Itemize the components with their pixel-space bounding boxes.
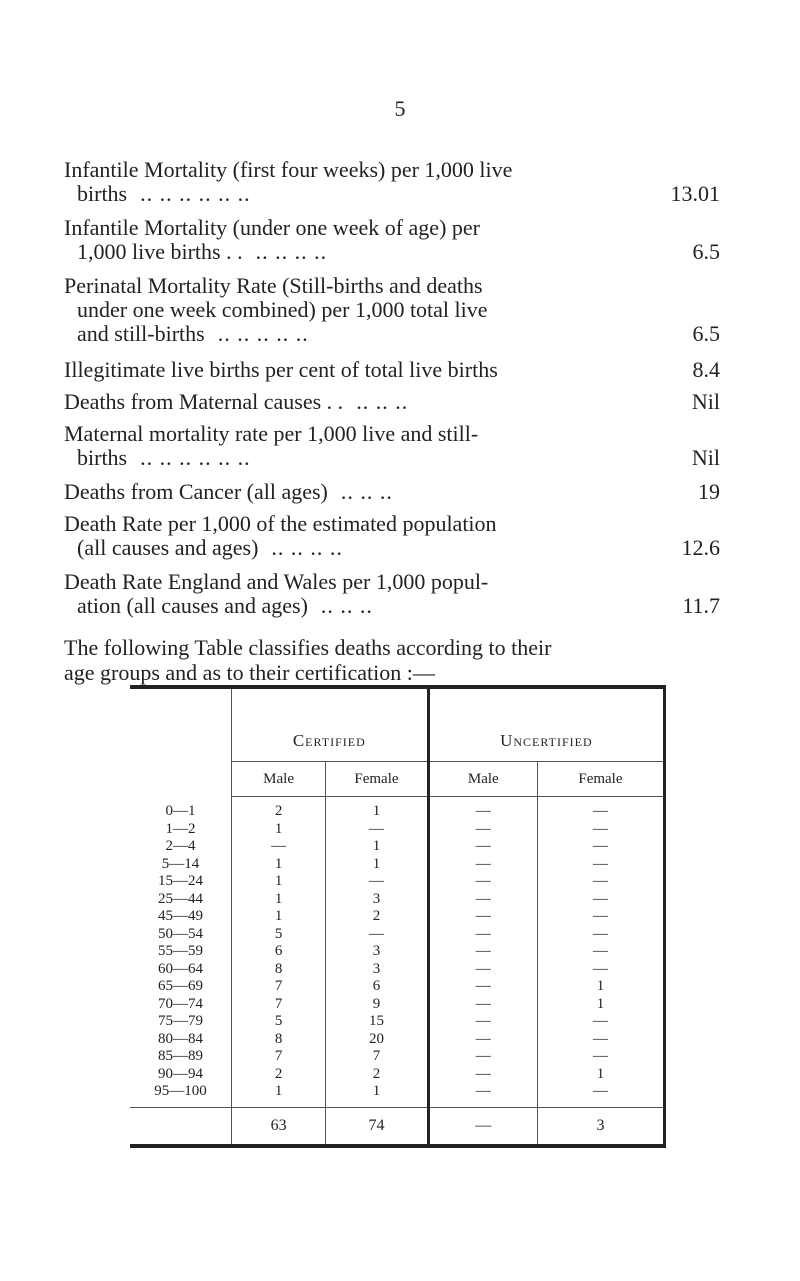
table-row <box>130 1031 665 1049</box>
table-row <box>130 996 665 1014</box>
certified-male-cell: 5 <box>231 926 325 944</box>
age-group-cell: 60—64 <box>130 961 231 979</box>
certified-female-cell: 1 <box>326 856 428 874</box>
dot-leader: .. .. .. <box>327 479 393 504</box>
table-row <box>130 961 665 979</box>
certified-header: Certified <box>231 687 428 762</box>
certified-female-cell: — <box>326 821 428 839</box>
uncertified-male-cell: — <box>428 873 537 891</box>
statistic-value: 12.6 <box>681 535 720 560</box>
table-row <box>130 856 665 874</box>
statistic-value: Nil <box>691 445 720 470</box>
certified-male-cell: 6 <box>231 943 325 961</box>
dot-leader: .. .. .. .. .. <box>204 321 309 346</box>
certified-male-cell: 7 <box>231 996 325 1014</box>
uncertified-female-cell: — <box>537 926 664 944</box>
uncertified-male-cell: — <box>428 856 537 874</box>
statistic-value: 6.5 <box>692 321 720 346</box>
age-group-cell: 75—79 <box>130 1013 231 1031</box>
certified-male-cell: 2 <box>231 1066 325 1084</box>
uncertified-male-cell: — <box>428 891 537 909</box>
uncertified-male-cell: — <box>428 908 537 926</box>
certified-male-cell: 1 <box>231 1083 325 1107</box>
certified-male-cell: 7 <box>231 978 325 996</box>
totals-label <box>130 1107 231 1146</box>
certified-female-cell: 3 <box>326 943 428 961</box>
statistic-label-line: births .. .. .. .. .. .. <box>77 181 251 206</box>
certified-female-cell: 3 <box>326 961 428 979</box>
uncertified-female-cell: — <box>537 856 664 874</box>
certified-female-cell: 7 <box>326 1048 428 1066</box>
age-group-cell: 95—100 <box>130 1083 231 1107</box>
certified-male-cell: 1 <box>231 873 325 891</box>
statistic-label-line: Deaths from Maternal causes . . .. .. .. <box>64 389 409 414</box>
statistic-label-line: Infantile Mortality (under one week of age) per <box>64 215 480 240</box>
age-group-cell: 15—24 <box>130 873 231 891</box>
certified-male-cell: — <box>231 838 325 856</box>
uncertified-female-cell: 1 <box>537 1066 664 1084</box>
uncertified-male-cell: — <box>428 1048 537 1066</box>
statistic-value: 13.01 <box>670 181 720 206</box>
totals-row <box>130 1107 665 1146</box>
statistic-label-line: Death Rate per 1,000 of the estimated population <box>64 511 497 536</box>
uncertified-female-cell: — <box>537 797 664 821</box>
dot-leader: .. .. .. .. .. .. <box>127 181 251 206</box>
uncertified-male-cell: — <box>428 1066 537 1084</box>
table-row <box>130 891 665 909</box>
statistic-label-line: Maternal mortality rate per 1,000 live and still- <box>64 421 479 446</box>
uncertified-female-cell: — <box>537 961 664 979</box>
statistic-label-line: ation (all causes and ages) .. .. .. <box>77 593 373 618</box>
certified-male-header: Male <box>231 762 325 797</box>
deaths-by-age-table <box>130 685 666 1148</box>
dot-leader: .. .. .. .. .. .. <box>127 445 251 470</box>
statistic-label-line: Death Rate England and Wales per 1,000 popul- <box>64 569 489 594</box>
statistic-entry <box>64 216 720 264</box>
table-row <box>130 838 665 856</box>
certified-male-cell: 5 <box>231 1013 325 1031</box>
statistic-entry <box>64 158 720 206</box>
table-row <box>130 926 665 944</box>
uncertified-female-cell: — <box>537 838 664 856</box>
certified-male-cell: 1 <box>231 891 325 909</box>
statistic-label-line: (all causes and ages) .. .. .. .. <box>77 535 343 560</box>
uncertified-male-cell: — <box>428 821 537 839</box>
uncertified-female-cell: 1 <box>537 978 664 996</box>
uncertified-male-cell: — <box>428 1031 537 1049</box>
table-row <box>130 1048 665 1066</box>
uncertified-male-cell: — <box>428 838 537 856</box>
certified-male-cell: 2 <box>231 797 325 821</box>
statistic-label-line: Deaths from Cancer (all ages) .. .. .. <box>64 479 393 504</box>
statistic-value: 8.4 <box>692 357 720 382</box>
statistic-label-line: 1,000 live births . . .. .. .. .. <box>77 239 328 264</box>
certified-female-cell: 3 <box>326 891 428 909</box>
table-row <box>130 1066 665 1084</box>
statistic-entry <box>64 390 720 414</box>
dot-leader: .. .. .. <box>343 389 409 414</box>
age-group-cell: 50—54 <box>130 926 231 944</box>
uncertified-male-cell: — <box>428 961 537 979</box>
dot-leader: .. .. .. .. <box>258 535 343 560</box>
table-row <box>130 873 665 891</box>
statistic-entry <box>64 480 720 504</box>
table-row <box>130 908 665 926</box>
total-uncertified-male: — <box>428 1107 537 1146</box>
uncertified-female-cell: — <box>537 1083 664 1107</box>
age-group-header <box>130 687 231 797</box>
uncertified-female-cell: — <box>537 943 664 961</box>
certified-female-cell: 1 <box>326 1083 428 1107</box>
uncertified-female-cell: — <box>537 1048 664 1066</box>
total-uncertified-female: 3 <box>537 1107 664 1146</box>
statistic-label-line: Perinatal Mortality Rate (Still-births and deaths <box>64 273 483 298</box>
age-group-cell: 25—44 <box>130 891 231 909</box>
intro-line-1: The following Table classifies deaths according to their <box>64 635 552 660</box>
statistic-value: Nil <box>691 389 720 414</box>
total-certified-male: 63 <box>231 1107 325 1146</box>
certified-male-cell: 8 <box>231 1031 325 1049</box>
age-group-cell: 2—4 <box>130 838 231 856</box>
age-group-cell: 70—74 <box>130 996 231 1014</box>
uncertified-male-cell: — <box>428 797 537 821</box>
statistic-entry <box>64 512 720 560</box>
intro-paragraph <box>64 636 744 685</box>
uncertified-female-cell: — <box>537 873 664 891</box>
table-row <box>130 978 665 996</box>
age-group-cell: 90—94 <box>130 1066 231 1084</box>
table-row <box>130 943 665 961</box>
certified-female-cell: — <box>326 926 428 944</box>
statistic-label-line: and still-births .. .. .. .. .. <box>77 321 309 346</box>
statistic-label-line: under one week combined) per 1,000 total live <box>77 297 488 322</box>
uncertified-male-cell: — <box>428 1013 537 1031</box>
uncertified-female-cell: — <box>537 908 664 926</box>
age-group-cell: 80—84 <box>130 1031 231 1049</box>
uncertified-male-cell: — <box>428 996 537 1014</box>
age-group-cell: 65—69 <box>130 978 231 996</box>
uncertified-male-cell: — <box>428 1083 537 1107</box>
uncertified-male-cell: — <box>428 978 537 996</box>
certified-male-cell: 1 <box>231 821 325 839</box>
uncertified-female-cell: — <box>537 1031 664 1049</box>
uncertified-male-cell: — <box>428 926 537 944</box>
uncertified-female-cell: — <box>537 821 664 839</box>
certified-female-cell: 9 <box>326 996 428 1014</box>
table-row <box>130 1083 665 1107</box>
page-number: 5 <box>394 96 406 121</box>
age-group-cell: 45—49 <box>130 908 231 926</box>
statistic-label-line: Infantile Mortality (first four weeks) per 1,000 live <box>64 157 513 182</box>
certified-male-cell: 1 <box>231 856 325 874</box>
uncertified-female-cell: — <box>537 1013 664 1031</box>
age-group-cell: 1—2 <box>130 821 231 839</box>
statistic-label-line: Illegitimate live births per cent of total live births <box>64 357 498 382</box>
certified-female-cell: 6 <box>326 978 428 996</box>
age-group-cell: 55—59 <box>130 943 231 961</box>
intro-line-2: age groups and as to their certification :— <box>64 660 435 685</box>
statistic-label-line: births .. .. .. .. .. .. <box>77 445 251 470</box>
certified-female-cell: 20 <box>326 1031 428 1049</box>
certified-female-cell: 15 <box>326 1013 428 1031</box>
total-certified-female: 74 <box>326 1107 428 1146</box>
certified-male-cell: 8 <box>231 961 325 979</box>
certified-female-cell: 1 <box>326 797 428 821</box>
age-group-cell: 0—1 <box>130 797 231 821</box>
certified-female-cell: 2 <box>326 908 428 926</box>
statistic-entry <box>64 358 720 382</box>
certified-female-cell: 2 <box>326 1066 428 1084</box>
table-row <box>130 821 665 839</box>
certified-female-cell: — <box>326 873 428 891</box>
table-row <box>130 797 665 821</box>
statistic-entry <box>64 570 720 618</box>
certified-male-cell: 7 <box>231 1048 325 1066</box>
dot-leader: .. .. .. .. <box>242 239 328 264</box>
age-group-cell: 5—14 <box>130 856 231 874</box>
uncertified-male-header: Male <box>428 762 537 797</box>
statistic-value: 6.5 <box>692 239 720 264</box>
certified-female-cell: 1 <box>326 838 428 856</box>
certified-female-header: Female <box>326 762 428 797</box>
uncertified-header: Uncertified <box>428 687 664 762</box>
age-group-cell: 85—89 <box>130 1048 231 1066</box>
uncertified-female-cell: 1 <box>537 996 664 1014</box>
statistic-value: 11.7 <box>682 593 720 618</box>
table-body <box>130 797 665 1108</box>
statistic-value: 19 <box>698 479 720 504</box>
uncertified-female-header: Female <box>537 762 664 797</box>
certified-male-cell: 1 <box>231 908 325 926</box>
dot-leader: .. .. .. <box>307 593 373 618</box>
uncertified-male-cell: — <box>428 943 537 961</box>
uncertified-female-cell: — <box>537 891 664 909</box>
table-row <box>130 1013 665 1031</box>
statistic-entry <box>64 422 720 470</box>
statistic-entry <box>64 274 720 346</box>
